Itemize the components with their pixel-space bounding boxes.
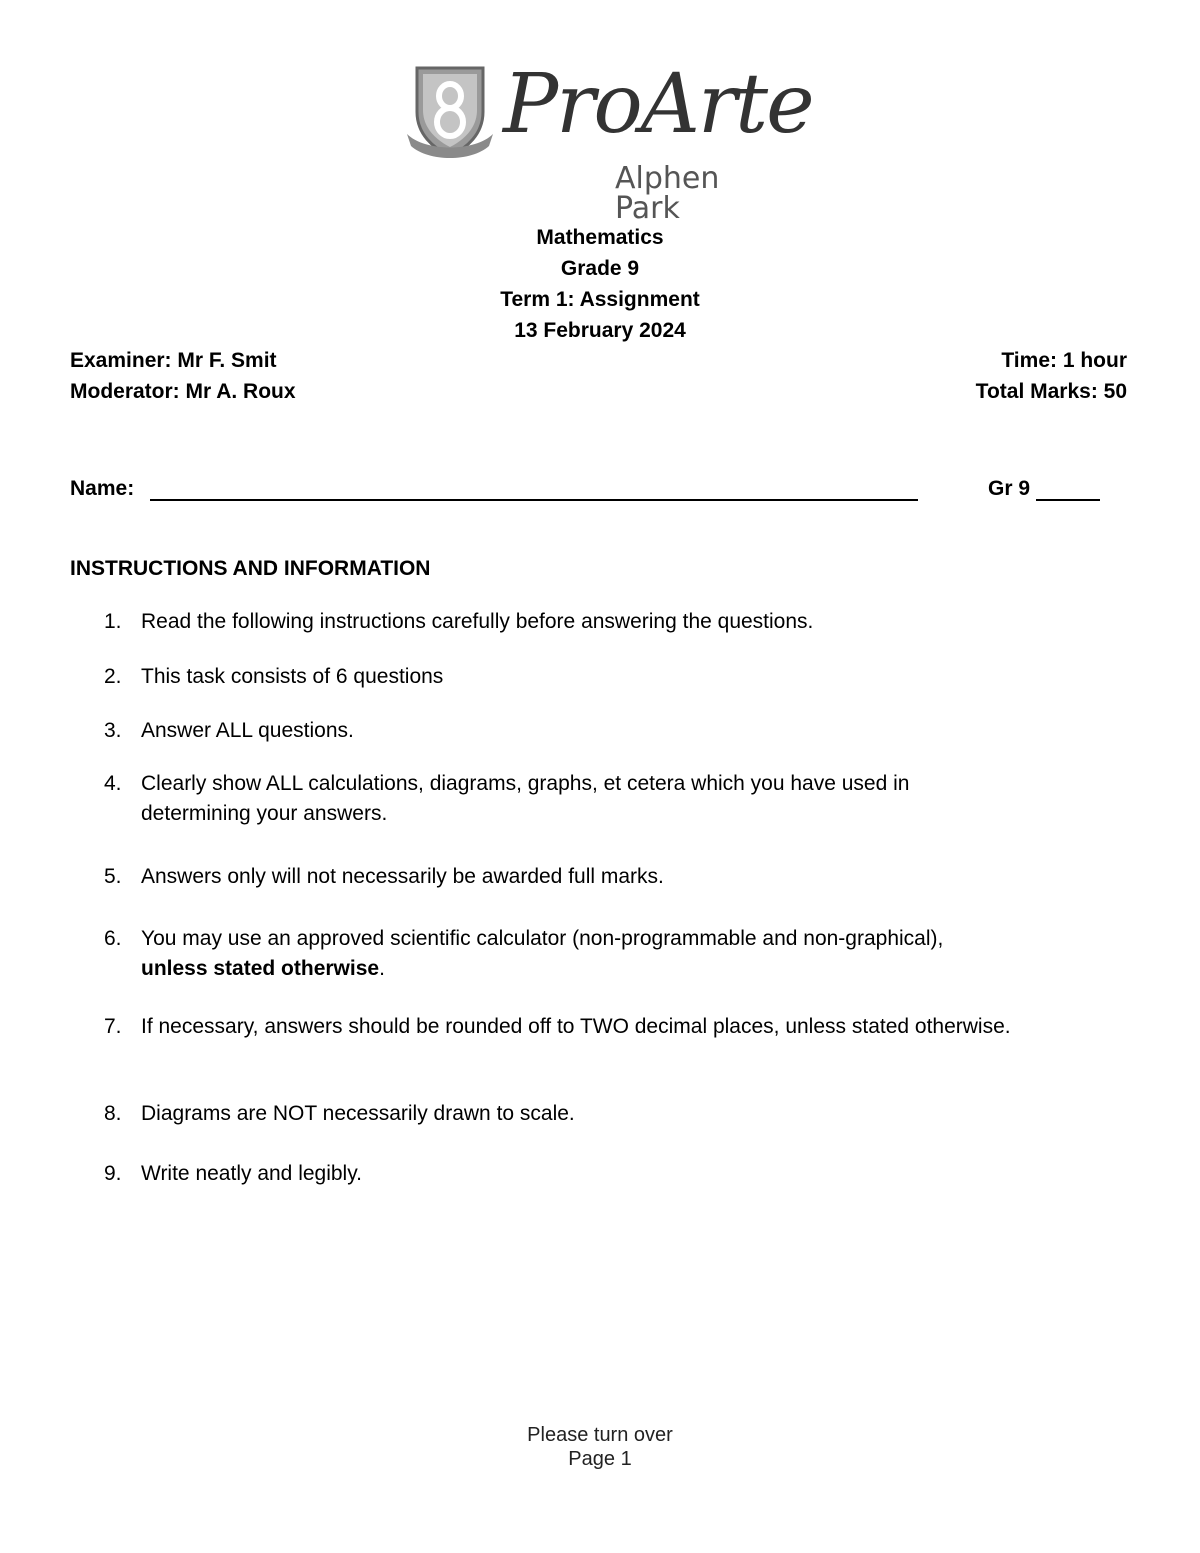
moderator-text: Moderator: Mr A. Roux	[70, 380, 296, 403]
instruction-number: 7.	[104, 1015, 122, 1038]
date-title: 13 February 2024	[514, 319, 686, 342]
logo-subtitle: Alphen Park	[615, 161, 720, 226]
school-logo	[405, 57, 813, 226]
instruction-number: 8.	[104, 1102, 122, 1125]
grade-label: Gr 9	[988, 477, 1031, 500]
instruction-number: 1.	[104, 610, 122, 633]
instruction-text: Clearly show ALL calculations, diagrams, graphs, et cetera which you have used in determining your answers.	[141, 772, 910, 825]
instruction-text-tail: .	[379, 957, 385, 980]
meta-row-1	[70, 345, 1127, 376]
instructions-heading: INSTRUCTIONS AND INFORMATION	[70, 557, 431, 580]
instruction-number: 5.	[104, 865, 122, 888]
instruction-text-main: You may use an approved scientific calculator (non-programmable and non-graphical),	[141, 927, 944, 950]
instruction-number: 4.	[104, 772, 122, 795]
meta-row-2	[70, 376, 1127, 407]
total-marks-text: Total Marks: 50	[975, 380, 1127, 403]
instruction-number: 6.	[104, 927, 122, 950]
instruction-number: 9.	[104, 1162, 122, 1185]
instruction-number: 2.	[104, 665, 122, 688]
instruction-text: This task consists of 6 questions	[141, 665, 444, 688]
time-text: Time: 1 hour	[1001, 349, 1127, 372]
instruction-number: 3.	[104, 719, 122, 742]
school-crest-icon	[405, 64, 495, 164]
turn-over-note: Please turn over	[527, 1424, 673, 1446]
name-label: Name:	[70, 477, 135, 500]
instruction-text	[141, 924, 1061, 984]
document-titles	[0, 222, 1200, 346]
grade-field-line[interactable]	[1036, 499, 1100, 501]
logo-wordmark: ProArte	[503, 57, 813, 152]
instruction-text: Answer ALL questions.	[141, 719, 354, 742]
name-row	[70, 473, 1130, 505]
instruction-text: Answers only will not necessarily be awarded full marks.	[141, 865, 664, 888]
instruction-text: Write neatly and legibly.	[141, 1162, 363, 1185]
examiner-text: Examiner: Mr F. Smit	[70, 349, 277, 372]
page-number: Page 1	[568, 1448, 632, 1470]
instruction-text: Read the following instructions carefully before answering the questions.	[141, 610, 814, 633]
instruction-text: Diagrams are NOT necessarily drawn to scale.	[141, 1102, 575, 1125]
name-field-line[interactable]	[150, 499, 918, 501]
instruction-emphasis: unless stated otherwise	[141, 957, 380, 980]
instruction-text: If necessary, answers should be rounded off to TWO decimal places, unless stated otherwise.	[141, 1015, 1011, 1038]
subject-title: Mathematics	[536, 226, 664, 249]
term-title: Term 1: Assignment	[500, 288, 700, 311]
grade-title: Grade 9	[560, 257, 640, 280]
